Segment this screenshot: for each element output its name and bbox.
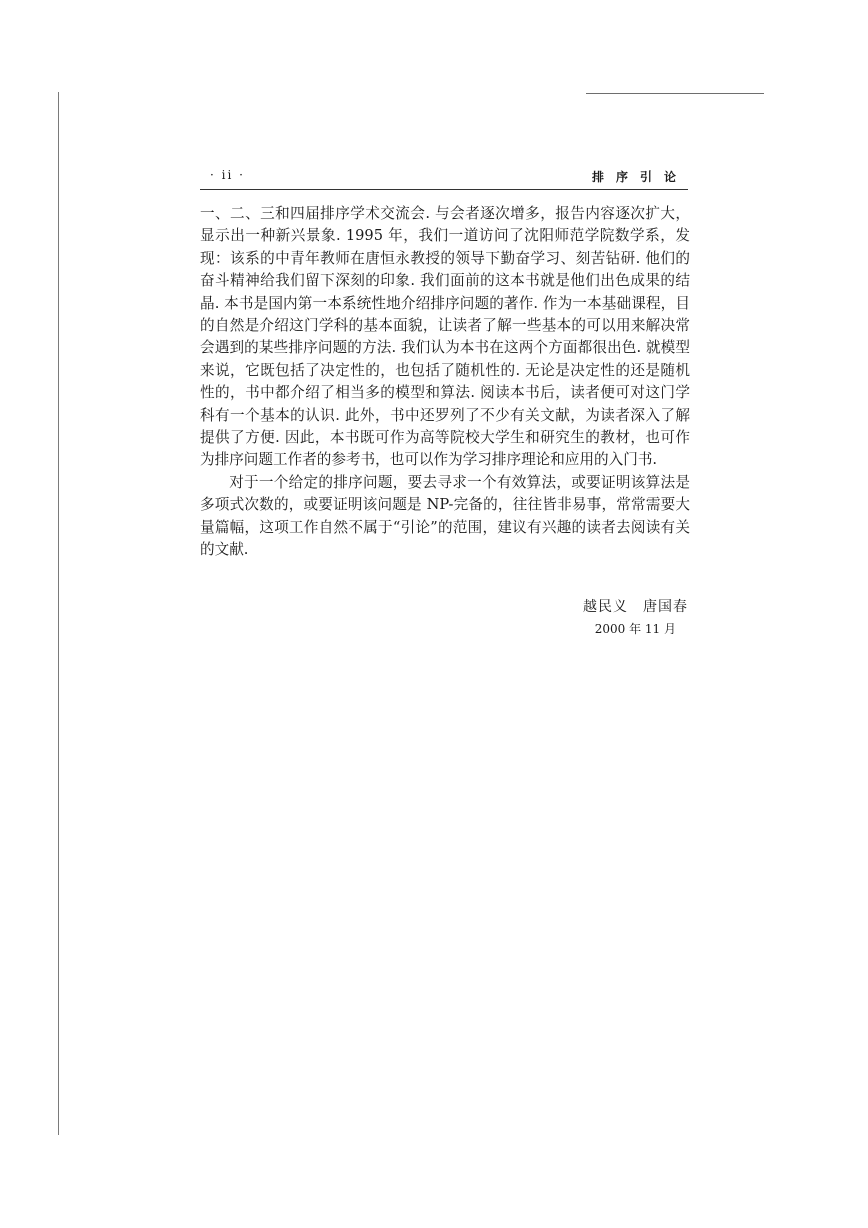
top-corner-rule (586, 93, 764, 94)
paragraph-2: 对于一个给定的排序问题，要去寻求一个有效算法，或要证明该算法是多项式次数的，或要证明该问题是 NP-完备的，往往皆非易事，常常需要大量篇幅，这项工作自然不属于“引论”的范围，建议有兴趣的读者去阅读有关的文献. (200, 473, 690, 559)
header-rule (200, 189, 688, 190)
running-header (200, 168, 688, 188)
author-names: 越民义 唐国春 (583, 599, 688, 615)
signature-block (200, 596, 690, 637)
paragraph-1: 一、二、三和四届排序学术交流会. 与会者逐次增多，报告内容逐次扩大，显示出一种新兴景象. 1995 年，我们一道访问了沈阳师范学院数学系，发现：该系的中青年教师在唐恒永教授的领导下勤奋学习、刻苦钻研. 他们的奋斗精神给我们留下深刻的印象. 我们面前的这本书就是他们出色成果的结晶. 本书是国内第一本系统性地介绍排序问题的著作. 作为一本基础课程，目的自然是介绍这门学科的基本面貌，让读者了解一些基本的可以用来解决常会遇到的某些排序问题的方法. 我们认为本书在这两个方面都很出色. 就模型来说，它既包括了决定性的，也包括了随机性的. 无论是决定性的还是随机性的，书中都介绍了相当多的模型和算法. 阅读本书后，读者便可对这门学科有一个基本的认识. 此外，书中还罗列了不少有关文献，为读者深入了解提供了方便. 因此，本书既可作为高等院校大学生和研究生的教材，也可作为排序问题工作者的参考书，也可以作为学习排序理论和应用的入门书. (200, 205, 690, 469)
page-binding-rule (58, 92, 59, 1135)
signature-date: 2000 年 11 月 (594, 622, 676, 636)
preface-body (200, 203, 690, 562)
running-title: 排序引论 (591, 170, 688, 184)
page-number: · ii · (210, 168, 245, 182)
